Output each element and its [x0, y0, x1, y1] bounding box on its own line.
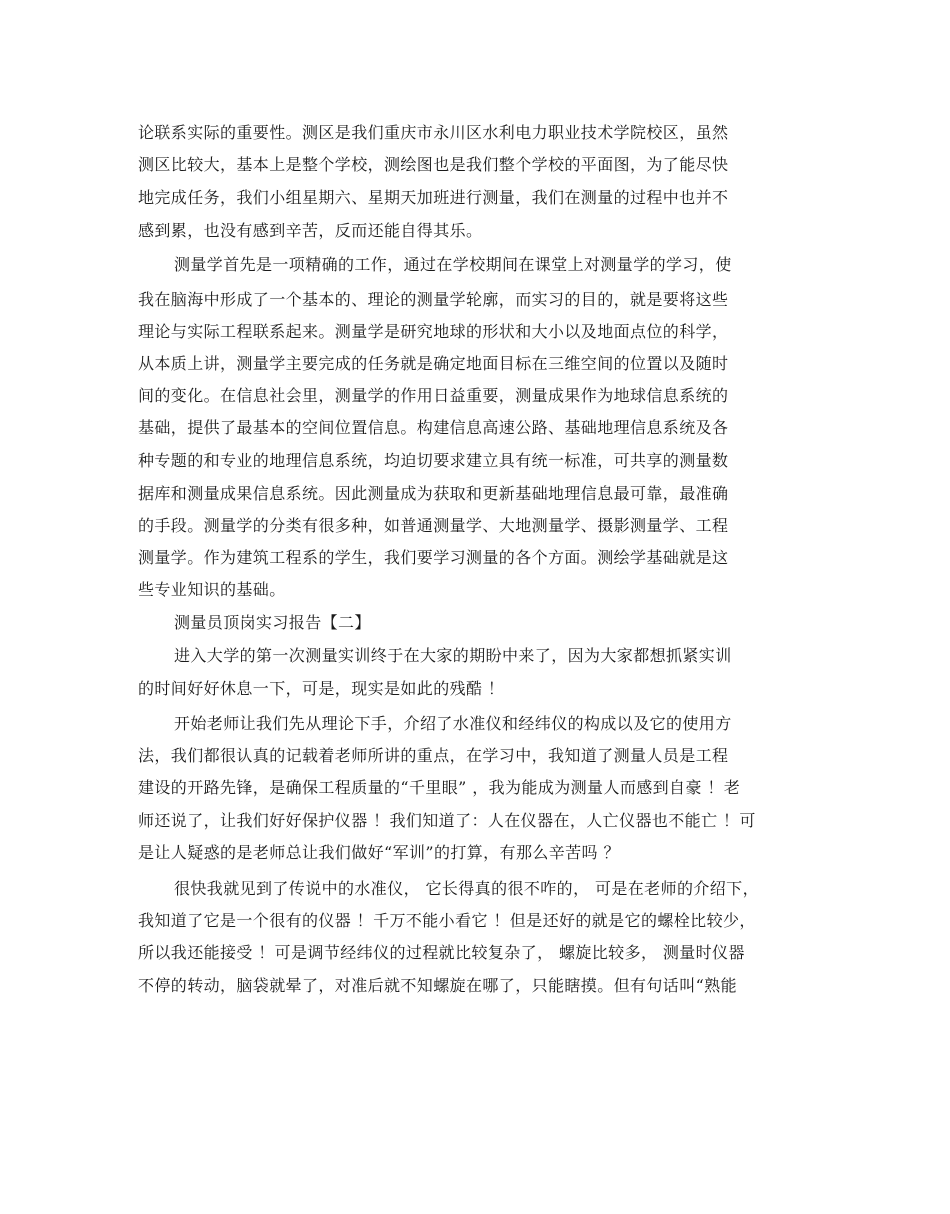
- text-line: 我知道了它是一个很有的仪器 ！千万不能小看它 ！但是还好的就是它的螺栓比较少，: [138, 911, 756, 930]
- text-line: 师还说了，让我们好好保护仪器 ！我们知道了：人在仪器在，人亡仪器也不能亡 ！可: [138, 811, 756, 830]
- section-heading: 测量员顶岗实习报告【二】: [174, 613, 371, 632]
- text-line: 进入大学的第一次测量实训终于在大家的期盼中来了，因为大家都想抓紧实训: [174, 646, 732, 665]
- text-line: 法，我们都很认真的记载着老师所讲的重点，在学习中，我知道了测量人员是工程: [138, 746, 729, 765]
- text-line: 我在脑海中形成了一个基本的、理论的测量学轮廓，而实习的目的，就是要将这些: [138, 290, 729, 309]
- text-line: 是让人疑惑的是老师总让我们做好“军训”的打算，有那么辛苦吗 ？: [138, 843, 620, 862]
- text-line: 测量学。作为建筑工程系的学生，我们要学习测量的各个方面。测绘学基础就是这: [138, 548, 729, 567]
- text-line: 论联系实际的重要性。测区是我们重庆市永川区水利电力职业技术学院校区，虽然: [138, 123, 729, 142]
- text-line: 不停的转动，脑袋就晕了，对准后就不知螺旋在哪了，只能瞎摸。但有句话叫“熟能: [138, 976, 737, 995]
- text-line: 基础，提供了最基本的空间位置信息。构建信息高速公路、基础地理信息系统及各: [138, 418, 729, 437]
- text-line: 间的变化。在信息社会里，测量学的作用日益重要，测量成果作为地球信息系统的: [138, 386, 729, 405]
- text-line: 地完成任务，我们小组星期六、星期天加班进行测量，我们在测量的过程中也并不: [138, 188, 729, 207]
- text-line: 感到累，也没有感到辛苦，反而还能自得其乐。: [138, 221, 483, 240]
- text-line: 很快我就见到了传说中的水准仪， 它长得真的很不咋的， 可是在老师的介绍下，: [174, 879, 759, 898]
- text-line: 据库和测量成果信息系统。因此测量成为获取和更新基础地理信息最可靠，最准确: [138, 484, 729, 503]
- text-line: 从本质上讲，测量学主要完成的任务就是确定地面目标在三维空间的位置以及随时: [138, 354, 729, 373]
- text-line: 开始老师让我们先从理论下手，介绍了水准仪和经纬仪的构成以及它的使用方: [174, 714, 732, 733]
- text-line: 测区比较大，基本上是整个学校，测绘图也是我们整个学校的平面图，为了能尽快: [138, 155, 729, 174]
- text-line: 的时间好好休息一下，可是，现实是如此的残酷 ！: [138, 679, 505, 698]
- text-line: 理论与实际工程联系起来。测量学是研究地球的形状和大小以及地面点位的科学，: [138, 322, 729, 341]
- text-line: 的手段。测量学的分类有很多种，如普通测量学、大地测量学、摄影测量学、工程: [138, 516, 729, 535]
- text-line: 些专业知识的基础。: [138, 580, 286, 599]
- text-line: 测量学首先是一项精确的工作，通过在学校期间在课堂上对测量学的学习，使: [174, 255, 732, 274]
- text-line: 建设的开路先锋，是确保工程质量的“千里眼” ，我为能成为测量人而感到自豪 ！老: [138, 778, 741, 797]
- text-line: 所以我还能接受 ！可是调节经纬仪的过程就比较复杂了， 螺旋比较多， 测量时仪器: [138, 943, 745, 962]
- text-line: 种专题的和专业的地理信息系统，均迫切要求建立具有统一标准，可共享的测量数: [138, 451, 729, 470]
